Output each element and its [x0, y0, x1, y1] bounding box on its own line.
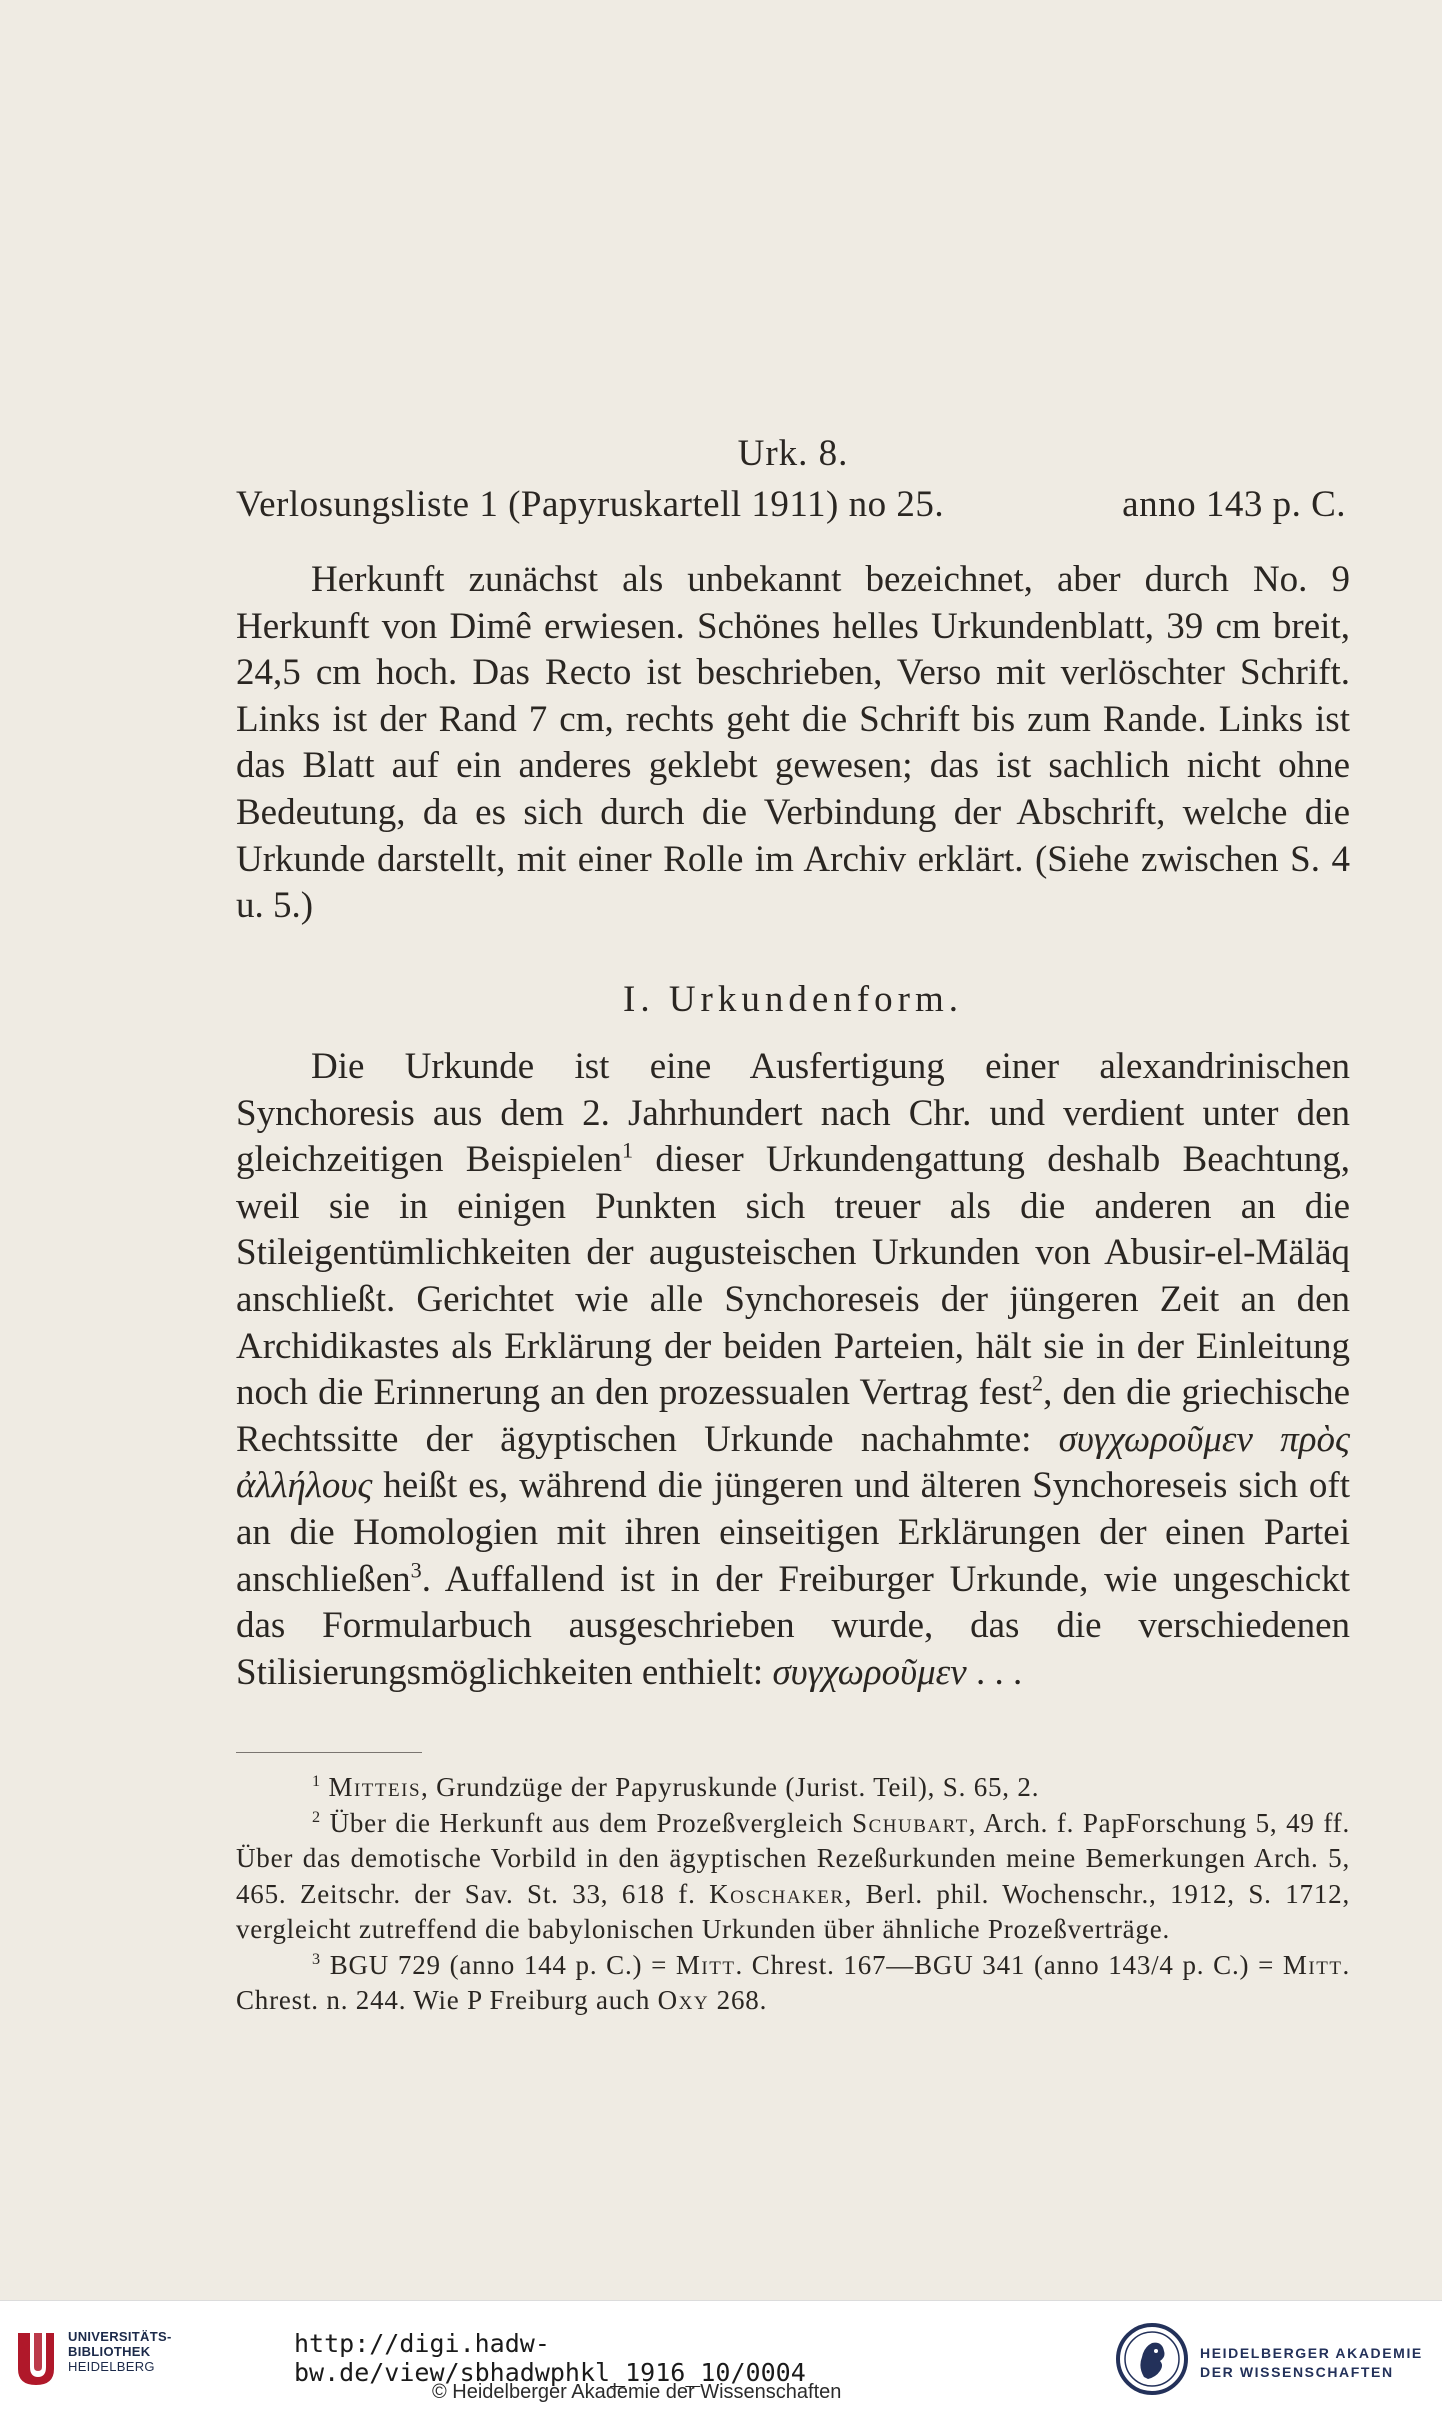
footnote-number: 3 [312, 1949, 321, 1968]
document-number: Urk. 8. [737, 433, 849, 474]
document-reference [236, 483, 1346, 526]
paragraph-text: Die Urkunde ist eine Ausfertigung einer alexandrinischen Synchoresis aus dem 2. Jahrhundert nach Chr. und verdient unter den gleichzeitigen Beispielen [236, 1046, 1350, 1181]
library-name-line: UNIVERSITÄTS- [68, 2329, 172, 2344]
footnote-text: , Grundzüge der Papyruskunde (Jurist. Teil), S. 65, 2. [421, 1772, 1040, 1802]
library-name [68, 2329, 172, 2374]
footnote-text: BGU 729 (anno 144 p. C.) = [329, 1949, 676, 1980]
footnote-ref-3[interactable]: 3 [410, 1557, 422, 1583]
footnote-text: . Chrest. 167—BGU 341 (anno 143/4 p. C.) = [735, 1949, 1283, 1980]
footnote-number: 1 [312, 1772, 321, 1790]
reference-date: anno 143 p. C. [1122, 484, 1346, 525]
footnote-ref-1[interactable]: 1 [621, 1137, 634, 1163]
footnote-number: 2 [312, 1807, 321, 1826]
paragraph-text: , den die griechische Rechtssitte der ägyptischen Urkunde nachahmte: [236, 1372, 1350, 1460]
author-name: Oxy [657, 1985, 710, 2015]
library-name-line: HEIDELBERG [68, 2359, 155, 2374]
greek-phrase: συγχωροῦμεν πρὸς ἀλλήλους [236, 1418, 1350, 1507]
footnote-2 [236, 1806, 1350, 1948]
footnotes [236, 1770, 1350, 2019]
footnote-text: , Arch. f. PapForschung 5, 49 ff. Über das demotische Vorbild in den ägyptischen Rezeßurkunden meine Bemerkungen Arch. 5, 465. Zeitschr. der Sav. St. 33, 618 f. [236, 1807, 1350, 1909]
author-name: Schubart [852, 1807, 969, 1838]
paragraph-text: heißt es, während die jüngeren und älteren Synchoreseis sich oft an die Homologien mit ihren einseitigen Erklärungen der einen Partei anschließen [236, 1465, 1350, 1600]
academy-emblem-icon[interactable] [1114, 2321, 1190, 2397]
library-name-line: BIBLIOTHEK [68, 2344, 151, 2359]
author-name: Mitt [675, 1949, 736, 1980]
footnote-divider [236, 1752, 422, 1753]
footer-bar [0, 2300, 1442, 2420]
author-name: Mitteis [328, 1772, 422, 1802]
footnote-ref-2[interactable]: 2 [1031, 1370, 1044, 1396]
academy-name [1200, 2344, 1423, 2382]
footnote-text: 268. [709, 1985, 768, 2015]
footnote-3 [236, 1948, 1350, 2019]
form-paragraph [236, 1044, 1350, 1696]
permalink-url[interactable]: http://digi.hadw-bw.de/view/sbhadwphkl_1916_10/0004 [294, 2329, 806, 2387]
footnote-1 [236, 1770, 1350, 1806]
copyright-notice: © Heidelberger Akademie der Wissenschaften [432, 2381, 842, 2403]
footnote-text: . Chrest. n. 244. Wie P Freiburg auch [236, 1949, 1350, 2015]
paragraph-text: . Auffallend ist in der Freiburger Urkunde, wie ungeschickt das Formularbuch ausgeschrieben wurde, das die verschiedenen Stilisierungsmöglichkeiten enthielt: [236, 1558, 1350, 1693]
academy-name-line: HEIDELBERGER AKADEMIE [1200, 2345, 1423, 2361]
paragraph-text: . . . [966, 1651, 1023, 1693]
university-library-logo-icon[interactable] [12, 2323, 60, 2391]
section-heading: I. Urkundenform. [623, 979, 963, 1020]
paragraph-text: dieser Urkundengattung deshalb Beachtung, weil sie in einigen Punkten sich treuer als die anderen an die Stileigentümlichkeiten der augusteischen Urkunden von Abusir-el-Mäläq anschließt. Gerichtet wie alle Synchoreseis der jüngeren Zeit an den Archidikastes als Erklärung der beiden Parteien, hält sie in der Einleitung noch die Erinnerung an den prozessualen Vertrag fest [236, 1139, 1350, 1414]
author-name: Koschaker [709, 1878, 845, 1909]
reference-source: Verlosungsliste 1 (Papyruskartell 1911) no 25. [236, 484, 945, 525]
provenance-paragraph: Herkunft zunächst als unbekannt bezeichnet, aber durch No. 9 Herkunft von Dimê erwiesen. Schönes helles Urkundenblatt, 39 cm breit, 24,5 cm hoch. Das Recto ist beschrieben, Verso mit verlöschter Schrift. Links ist der Rand 7 cm, rechts geht die Schrift bis zum Rande. Links ist das Blatt auf ein anderes geklebt gewesen; das ist sachlich nicht ohne Bedeutung, da es sich durch die Verbindung der Abschrift, welche die Urkunde darstellt, mit einer Rolle im Archiv erklärt. (Siehe zwischen S. 4 u. 5.) [236, 559, 1350, 927]
greek-phrase: συγχωροῦμεν [772, 1651, 967, 1693]
footnote-text: Über die Herkunft aus dem Prozeßvergleich [329, 1807, 853, 1838]
footnote-text: , Berl. phil. Wochenschr., 1912, S. 1712, vergleicht zutreffend die babylonischen Urkunden über ähnliche Prozeßverträge. [236, 1878, 1350, 1944]
academy-name-line: DER WISSENSCHAFTEN [1200, 2364, 1394, 2380]
author-name: Mitt [1282, 1949, 1343, 1980]
